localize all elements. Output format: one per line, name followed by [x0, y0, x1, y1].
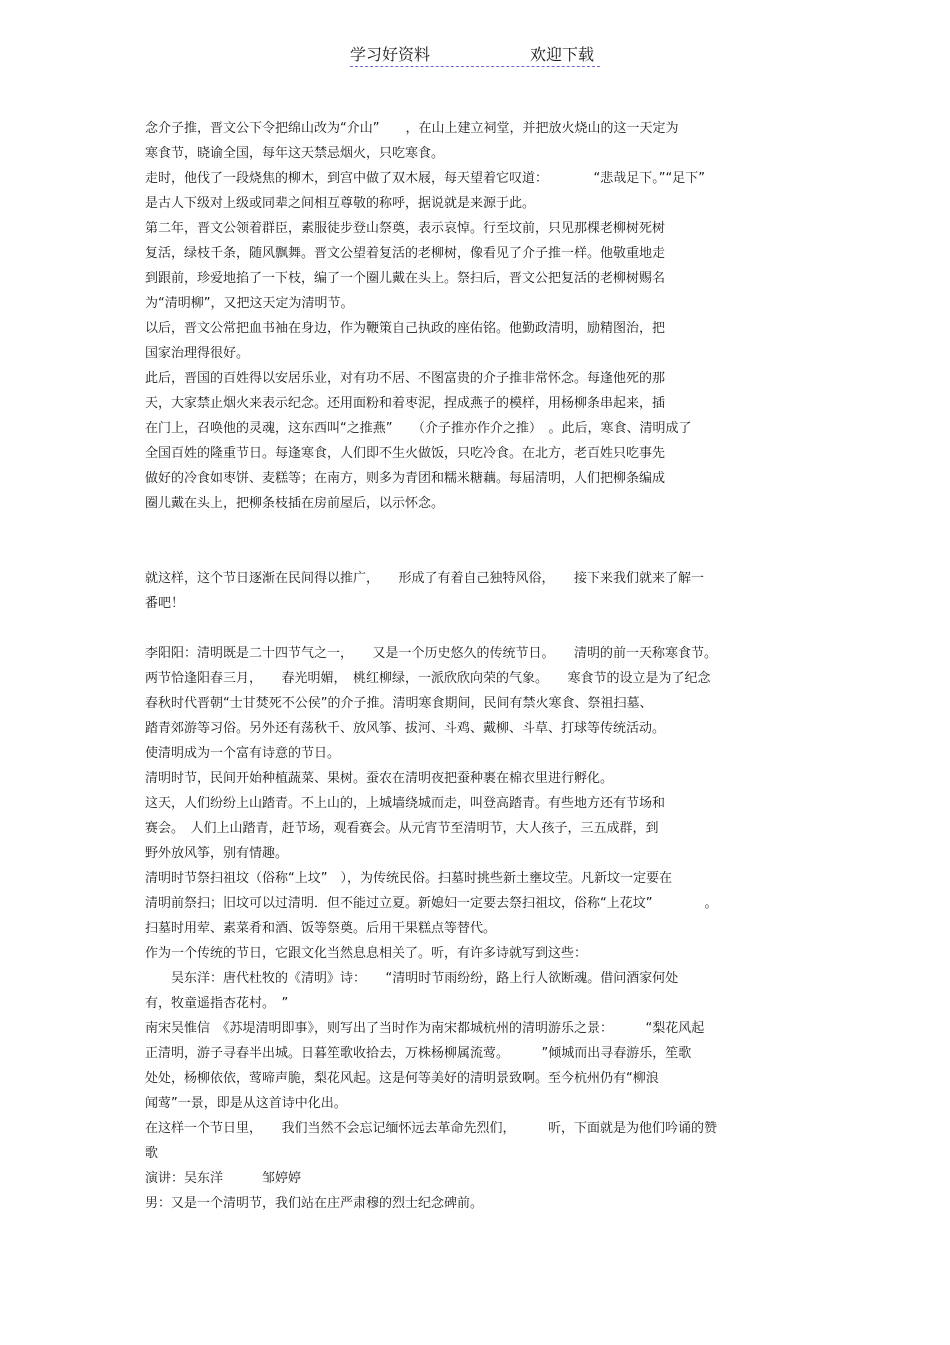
- text-line: 到跟前，珍爱地掐了一下枝，编了一个圈儿戴在头上。祭扫后，晋文公把复活的老柳树赐名: [145, 271, 666, 286]
- text-line: 清明时节祭扫祖坟（俗称“上坟” ），为传统民俗。扫墓时挑些新土壅坟茔。凡新坟一定要在: [145, 871, 672, 886]
- header-right-text: 欢迎下载: [529, 45, 594, 64]
- text-line: 踏青郊游等习俗。另外还有荡秋千、放风筝、拔河、斗鸡、戴柳、斗草、打球等传统活动。: [145, 721, 666, 736]
- blank-space: [145, 541, 825, 566]
- text-line: 两节恰逢阳春三月， 春光明媚， 桃红柳绿，一派欣欣向荣的气象。 寒食节的设立是为了纪念: [145, 671, 711, 686]
- text-line: 清明前祭扫；旧坟可以过清明．但不能过立夏。新媳妇一定要去祭扫祖坟，俗称“上花坟” 。: [145, 896, 718, 911]
- text-line: 处处，杨柳依依，莺啼声脆，梨花风起。这是何等美好的清明景致啊。至今杭州仍有“柳浪: [145, 1071, 659, 1086]
- text-line: 南宋吴惟信 《苏堤清明即事》，则写出了当时作为南宋都城杭州的清明游乐之景： “梨花风起: [145, 1021, 705, 1036]
- header-left-text: 学习好资料: [350, 45, 431, 64]
- text-line: 使清明成为一个富有诗意的节日。: [145, 746, 341, 761]
- text-line: 走时，他伐了一段烧焦的柳木，到宫中做了双木屐，每天望着它叹道： “悲哉足下。”“足下”: [145, 171, 705, 186]
- text-line: 这天，人们纷纷上山踏青。不上山的，上城墙绕城而走，叫登高踏青。有些地方还有节场和: [145, 796, 666, 811]
- text-line: 吴东洋：唐代杜牧的《清明》诗： “清明时节雨纷纷，路上行人欲断魂。借问酒家何处: [145, 971, 679, 986]
- page-header: [350, 42, 600, 67]
- text-line: 寒食节，晓谕全国，每年这天禁忌烟火，只吃寒食。: [145, 146, 445, 161]
- text-line: 赛会。 人们上山踏青，赶节场，观看赛会。从元宵节至清明节，大人孩子，三五成群，到: [145, 821, 659, 836]
- text-line: 在门上，召唤他的灵魂，这东西叫“之推燕” （介子推亦作介之推） 。此后，寒食、清明成了: [145, 421, 692, 436]
- text-line: 国家治理得很好。: [145, 346, 250, 361]
- text-line: 全国百姓的隆重节日。每逢寒食，人们即不生火做饭，只吃冷食。在北方，老百姓只吃事先: [145, 446, 666, 461]
- text-line: 歌: [145, 1146, 159, 1161]
- text-line: 闻莺”一景，即是从这首诗中化出。: [145, 1096, 347, 1111]
- blank-space: [145, 516, 825, 541]
- document-body: [145, 116, 825, 1216]
- text-line: 第二年，晋文公领着群臣，素服徒步登山祭奠，表示哀悼。行至坟前，只见那棵老柳树死树: [145, 221, 666, 236]
- text-line: 男：又是一个清明节，我们站在庄严肃穆的烈士纪念碑前。: [145, 1196, 484, 1211]
- text-line: 野外放风筝，别有情趣。: [145, 846, 289, 861]
- text-line: 清明时节，民间开始种植蔬菜、果树。蚕农在清明夜把蚕种裹在棉衣里进行孵化。: [145, 771, 614, 786]
- text-line: 天，大家禁止烟火来表示纪念。还用面粉和着枣泥，捏成燕子的模样，用杨柳条串起来，插: [145, 396, 666, 411]
- text-line: 此后，晋国的百姓得以安居乐业，对有功不居、不图富贵的介子推非常怀念。每逢他死的那: [145, 371, 666, 386]
- text-line: 在这样一个节日里， 我们当然不会忘记缅怀远去革命先烈们， 听，下面就是为他们吟诵的赞: [145, 1121, 718, 1136]
- text-line: 扫墓时用荤、素菜肴和酒、饭等祭奠。后用干果糕点等替代。: [145, 921, 497, 936]
- text-line: 以后，晋文公常把血书袖在身边，作为鞭策自己执政的座佑铭。他勤政清明，励精图治，把: [145, 321, 666, 336]
- text-line: 李阳阳：清明既是二十四节气之一， 又是一个历史悠久的传统节日。 清明的前一天称寒食节。: [145, 646, 718, 661]
- blank-space: [145, 616, 825, 641]
- text-line: 春秋时代晋朝“士甘焚死不公侯”的介子推。清明寒食期间，民间有禁火寒食、祭祖扫墓、: [145, 696, 653, 711]
- text-line: 就这样，这个节日逐渐在民间得以推广， 形成了有着自己独特风俗， 接下来我们就来了解一: [145, 571, 705, 586]
- text-line: 有，牧童遥指杏花村。 ”: [145, 996, 289, 1011]
- paragraph-block-3: [145, 641, 825, 1216]
- text-line: 正清明，游子寻春半出城。日暮笙歌收拾去，万株杨柳属流莺。 ”倾城而出寻春游乐，笙歌: [145, 1046, 692, 1061]
- paragraph-block-2: [145, 566, 825, 616]
- text-line: 复活，绿枝千条，随风飘舞。晋文公望着复活的老柳树，像看见了介子推一样。他敬重地走: [145, 246, 666, 261]
- text-line: 番吧！: [145, 596, 185, 611]
- text-line: 为“清明柳”，又把这天定为清明节。: [145, 296, 354, 311]
- text-line: 是古人下级对上级或同辈之间相互尊敬的称呼，据说就是来源于此。: [145, 196, 536, 211]
- paragraph-block-1: [145, 116, 825, 516]
- text-line: 念介子推，晋文公下令把绵山改为“介山” ，在山上建立祠堂，并把放火烧山的这一天定为: [145, 121, 679, 136]
- text-line: 演讲：吴东洋 邹婷婷: [145, 1171, 302, 1186]
- text-line: 圈儿戴在头上，把柳条枝插在房前屋后，以示怀念。: [145, 496, 445, 511]
- text-line: 作为一个传统的节日，它跟文化当然息息相关了。听，有许多诗就写到这些：: [145, 946, 588, 961]
- text-line: 做好的冷食如枣饼、麦糕等；在南方，则多为青团和糯米糖藕。每届清明，人们把柳条编成: [145, 471, 666, 486]
